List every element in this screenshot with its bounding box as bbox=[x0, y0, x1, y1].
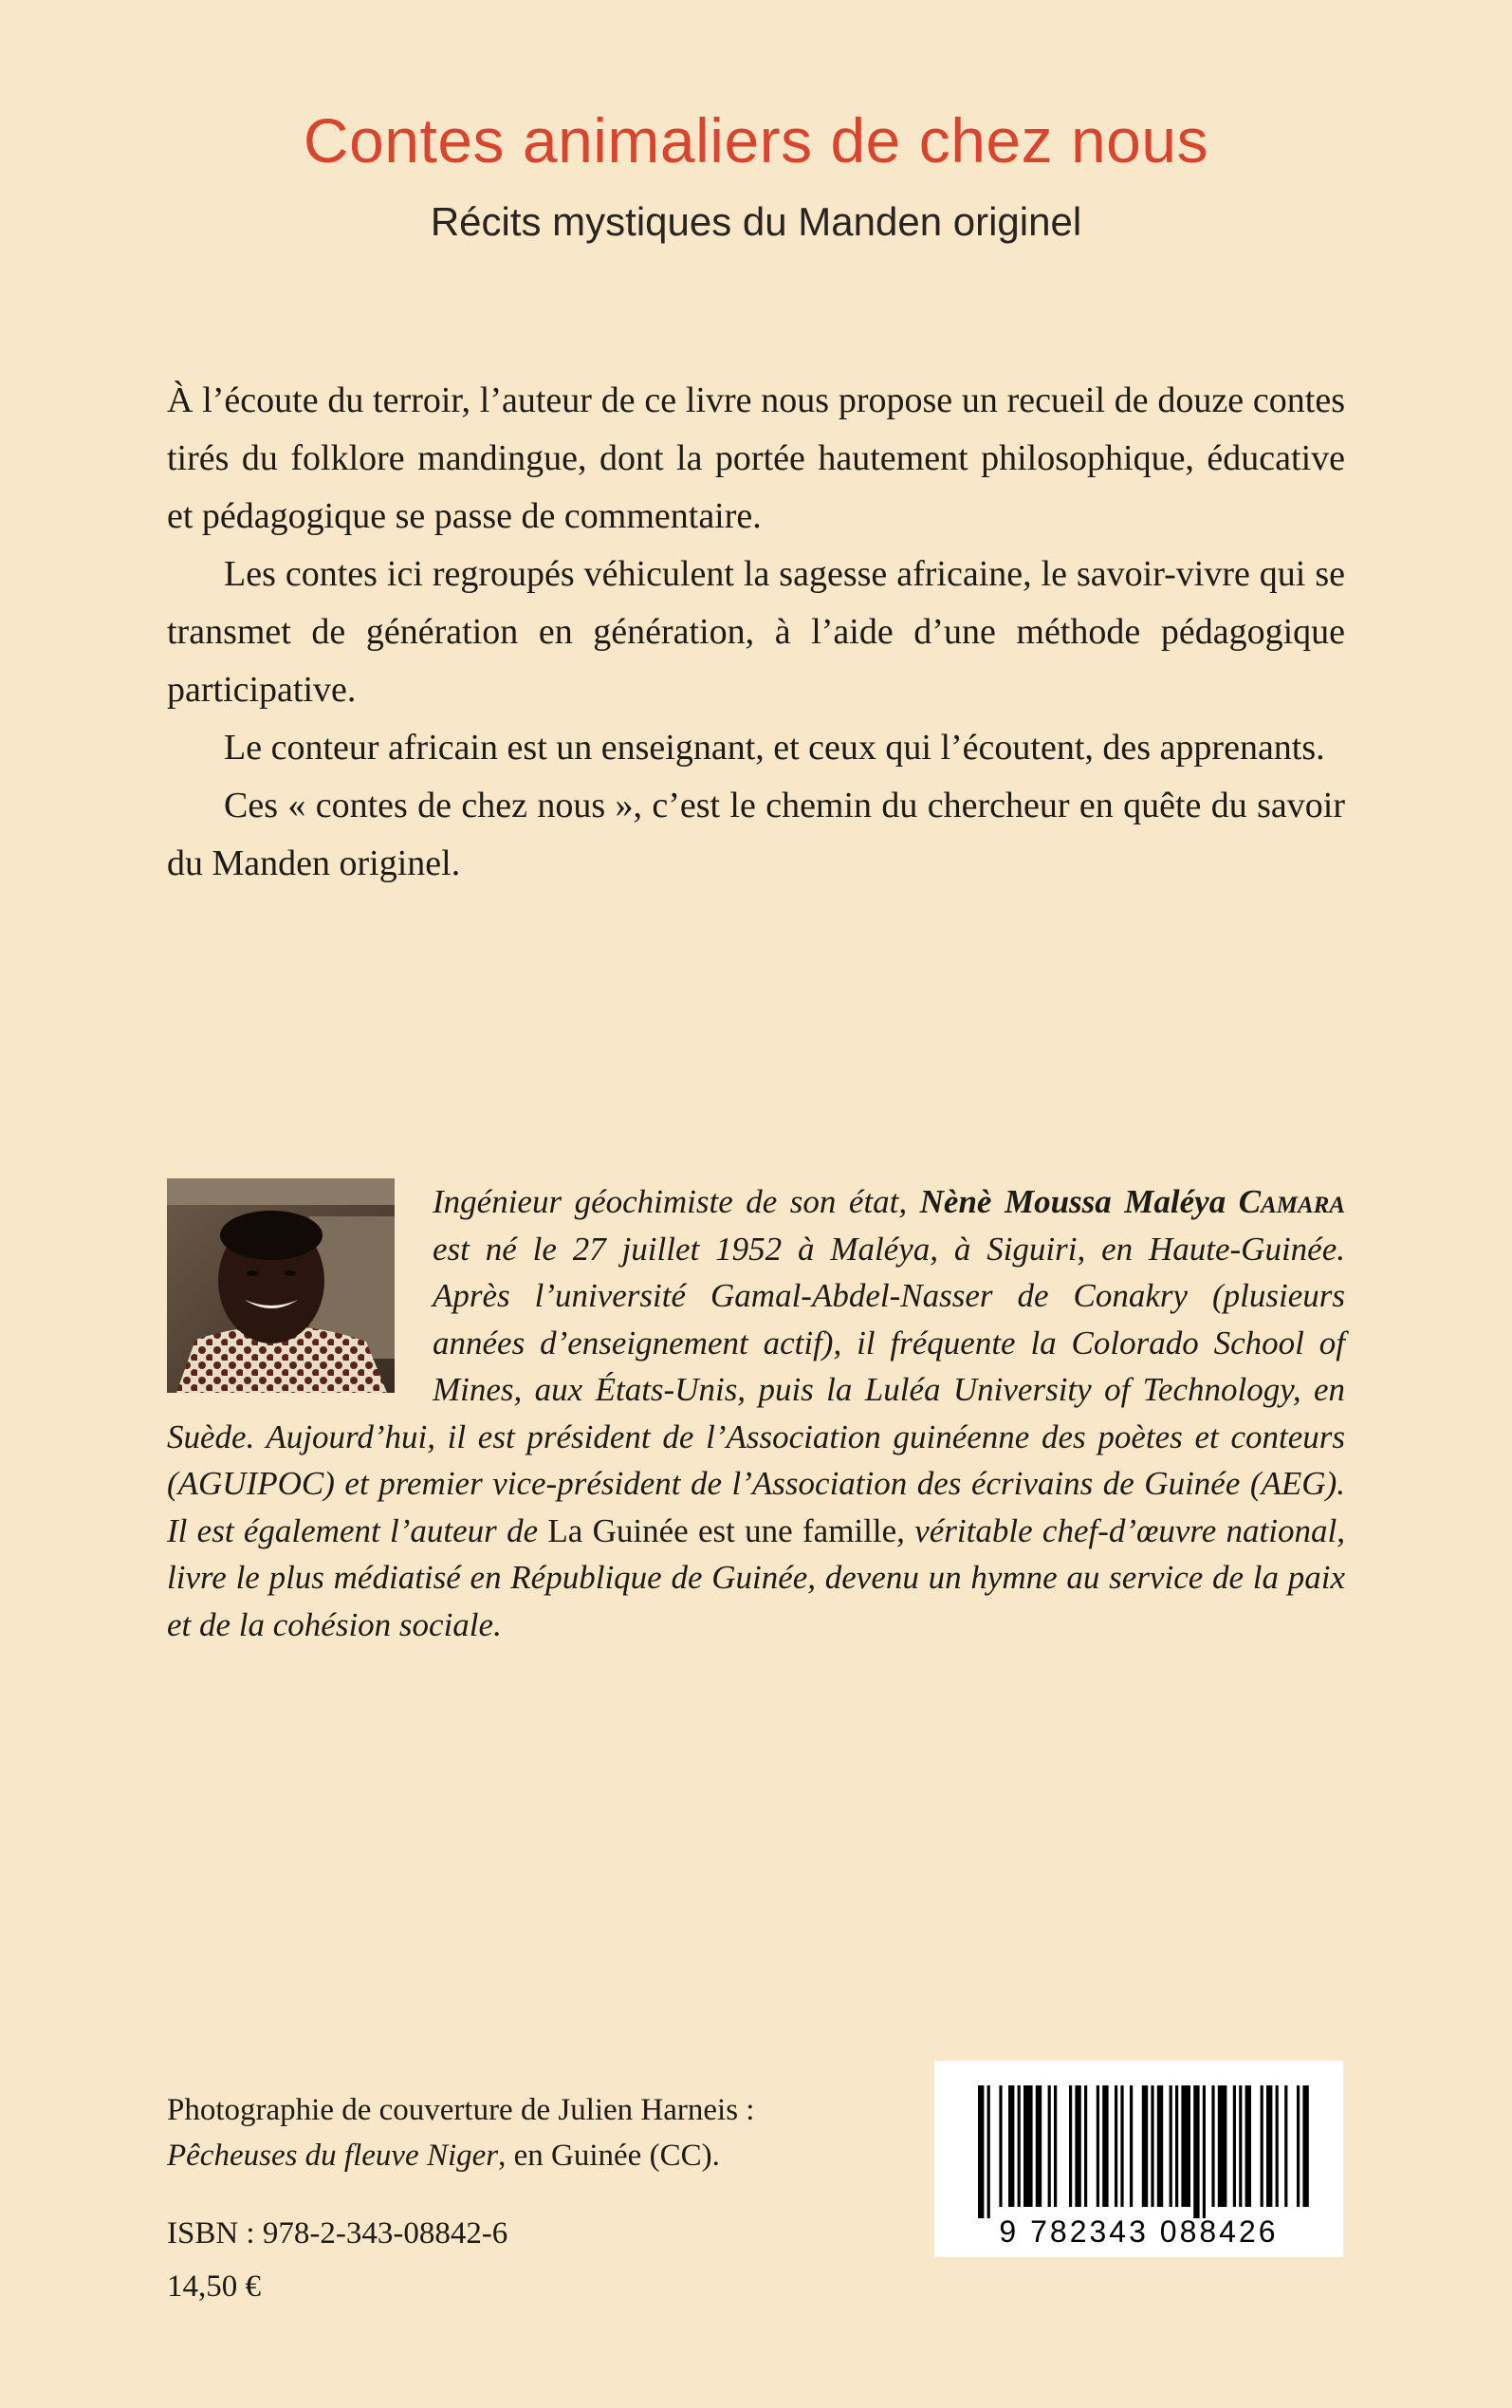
barcode bbox=[934, 2061, 1343, 2257]
barcode-bar bbox=[1036, 2085, 1042, 2207]
barcode-bar bbox=[1211, 2085, 1214, 2207]
barcode-bar bbox=[999, 2085, 1002, 2207]
barcode-bar bbox=[1054, 2085, 1057, 2207]
barcode-bar bbox=[1075, 2085, 1080, 2207]
barcode-bar bbox=[1120, 2085, 1123, 2207]
barcode-bar bbox=[1284, 2085, 1287, 2207]
barcode-bar bbox=[1239, 2085, 1242, 2207]
barcode-bar bbox=[1069, 2085, 1072, 2207]
barcode-bar bbox=[1008, 2085, 1014, 2207]
back-cover-blurb bbox=[167, 372, 1345, 893]
blurb-paragraph-2: Les contes ici regroupés véhiculent la sagesse africaine, le savoir-vivre qui se transmet de génération en génération, à l’aide d’une méthode pédagogique participative. bbox=[167, 554, 1345, 710]
credit-rest: , en Guinée (CC). bbox=[498, 2139, 720, 2173]
barcode-bar bbox=[1266, 2085, 1272, 2207]
author-photo bbox=[167, 1178, 395, 1393]
barcode-bar bbox=[1218, 2085, 1227, 2207]
blurb-paragraph-1: À l’écoute du terroir, l’auteur de ce livre nous propose un recueil de douze contes tirés du folklore mandingue, dont la portée hautement philosophique, éducative et pédagogique se passe de commentaire. bbox=[167, 380, 1345, 536]
barcode-bar bbox=[1302, 2085, 1308, 2207]
barcode-bar bbox=[1048, 2085, 1051, 2207]
credit-line-2 bbox=[167, 2133, 850, 2178]
book-subtitle: Récits mystiques du Manden originel bbox=[430, 199, 1082, 244]
barcode-bar bbox=[1142, 2085, 1148, 2207]
credit-line-1: Photographie de couverture de Julien Harneis : bbox=[167, 2093, 755, 2127]
book-title: Contes animaliers de chez nous bbox=[303, 105, 1209, 176]
cover-photo-credit bbox=[167, 2087, 850, 2178]
barcode-bar bbox=[1170, 2085, 1172, 2207]
price: 14,50 € bbox=[167, 2269, 261, 2304]
barcode-bar bbox=[1276, 2085, 1279, 2207]
blurb-paragraph-4: Ces « contes de chez nous », c’est le chemin du chercheur en quête du savoir du Manden originel. bbox=[167, 786, 1345, 883]
barcode-bar bbox=[1115, 2085, 1117, 2207]
barcode-bar bbox=[1102, 2085, 1108, 2207]
credit-work-title: Pêcheuses du fleuve Niger bbox=[167, 2139, 499, 2173]
barcode-bar bbox=[1130, 2085, 1133, 2207]
barcode-bar bbox=[1297, 2085, 1300, 2207]
barcode-bar bbox=[987, 2085, 990, 2218]
isbn: ISBN : 978-2-343-08842-6 bbox=[167, 2216, 508, 2251]
bio-part-1: Ingénieur géochimiste de son état, bbox=[433, 1183, 920, 1220]
barcode-bar bbox=[1157, 2085, 1163, 2207]
blurb-paragraph-3: Le conteur africain est un enseignant, et ceux qui l’écoutent, des apprenants. bbox=[224, 728, 1325, 768]
author-surname: Camara bbox=[1238, 1183, 1345, 1220]
barcode-bar bbox=[1023, 2085, 1033, 2207]
barcode-bar bbox=[1018, 2085, 1021, 2207]
barcode-bar bbox=[1084, 2085, 1087, 2207]
barcode-bar bbox=[1181, 2085, 1190, 2207]
author-name: Nènè Moussa Maléya bbox=[919, 1183, 1226, 1220]
bio-part-3: , véritable chef-d’œuvre national, livre le plus médiatisé en République de Guinée, devenu un hymne au service de la paix et de la cohésion sociale. bbox=[167, 1511, 1345, 1643]
bio-book-title: La Guinée est une famille bbox=[547, 1511, 897, 1549]
bio-part-2: est né le 27 juillet 1952 à Maléya, à Siguiri, en Haute-Guinée. Après l’université Gamal-Abdel-Nasser de Conakry (plusieurs années d’enseignement actif), il fréquente la Colorado School of Mines, aux États-Unis, puis la Luléa University of Technology, en Suède. Aujourd’hui, il est président de l’Association guinéenne des poètes et conteurs (AGUIPOC) et premier vice-président de l’Association des écrivains de Guinée (AEG). Il est également l’auteur de bbox=[167, 1230, 1345, 1549]
barcode-bar bbox=[1261, 2085, 1263, 2207]
barcode-bar bbox=[1151, 2085, 1153, 2207]
barcode-bar bbox=[1193, 2085, 1199, 2218]
barcode-bar bbox=[1233, 2085, 1236, 2207]
barcode-bar bbox=[1245, 2085, 1251, 2207]
barcode-bar bbox=[1175, 2085, 1178, 2207]
barcode-digits: 9 782343 088426 bbox=[999, 2214, 1279, 2249]
barcode-bar bbox=[1203, 2085, 1206, 2218]
barcode-bar bbox=[978, 2085, 984, 2218]
barcode-bar bbox=[1097, 2085, 1099, 2207]
